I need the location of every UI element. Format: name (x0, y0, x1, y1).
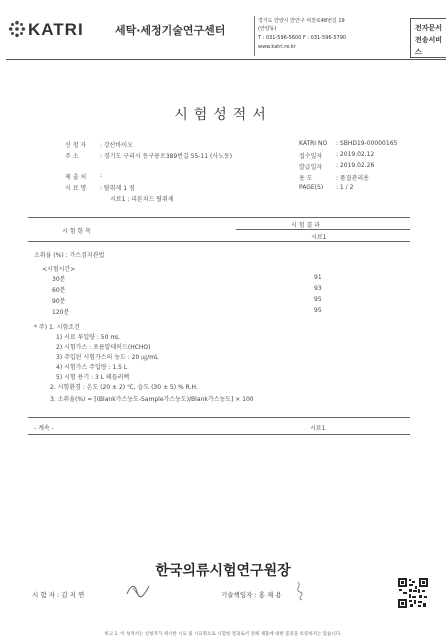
website: www.katri.re.kr (258, 44, 296, 50)
org-name: 세탁·세정기술연구센터 (115, 24, 226, 37)
contact-line: T : 031-596-5600 F : 031-596-5790 (258, 35, 347, 41)
tester-signature (125, 582, 151, 600)
value-row-120: 95 (314, 307, 322, 314)
continue-sample: 시료1 (310, 425, 326, 432)
continue-text: - 계속 - (34, 425, 54, 432)
address-line1: 경기도 안양시 만안구 덕천로48번길 19 (258, 18, 345, 24)
value-row-60: 93 (314, 285, 322, 292)
pages-label: PAGE(S) (299, 184, 324, 191)
footer-note: 비고 1. 이 성적서는 신청자가 제시한 시료 및 시료명으로 시험한 결과로서 전체 제품에 대한 품질을 보증하지는 않습니다. (104, 632, 342, 637)
note-6: 2. 시험환경 : 온도 (20 ± 2) ℃, 습도 (30 ± 5) % R.H. (50, 384, 198, 391)
issuer-name: 한국의류시험연구원장 (155, 563, 291, 579)
approver-line: 기술책임자 : 홍 재 용 (221, 591, 282, 599)
sample1-desc: 시료1 : 피톤치드 탈취제 (110, 196, 174, 203)
received-date-value: : 2019.02.12 (336, 151, 375, 158)
stamp-line1: 전자문서 (415, 24, 443, 32)
test-method: 소취율 (%) : 가스검지관법 (34, 252, 105, 259)
submit-to-label: 제 출 처 (65, 174, 87, 181)
purpose-value: : 품질관리용 (336, 175, 369, 182)
note-7: 3. 소취율(%) = [(Blank가스농도-Sample가스농도)/Blank가스농도] × 100 (50, 396, 254, 403)
note-3: 3) 주입된 시험가스의 농도 : 20 ㎍/mL (56, 354, 159, 361)
value-row-30: 91 (314, 274, 322, 281)
header-rule (6, 59, 446, 60)
katri-logo (8, 20, 84, 40)
qr-code-icon (398, 578, 428, 608)
tester-line: 시 험 자 : 김 지 연 (32, 591, 85, 599)
pages-value: : 1 / 2 (336, 184, 354, 191)
col-sample1: 시료1 (311, 234, 327, 241)
logo-text: KATRI (28, 20, 84, 39)
note-1: 1) 시료 투입량 : 50 mL (56, 334, 120, 341)
note-2: 2) 시험가스 : 포름알데히드(HCHO) (56, 344, 151, 351)
note-4: 4) 시험가스 주입량 : 1.5 L (56, 364, 128, 371)
katri-no-label: KATRI NO (299, 140, 328, 147)
katri-no-value: : SBHD19-00000165 (336, 140, 398, 147)
table-header-bottom-rule (28, 241, 410, 242)
col-test-result: 시 험 결 과 (291, 222, 320, 229)
issued-date-value: : 2019.02.26 (336, 162, 375, 169)
stamp-line2: 전송서비스 (415, 36, 443, 56)
value-row-90: 95 (314, 296, 322, 303)
approver-signature (290, 580, 308, 602)
header-divider (254, 16, 255, 56)
address-value: : 경기도 구리시 동구릉로389번길 55-11 (사노동) (100, 153, 233, 160)
test-time-header: <시험시간> (42, 266, 76, 273)
applicant-value: : 강산바이오 (100, 142, 133, 149)
received-date-label: 접수일자 (299, 153, 323, 160)
time-row-90: 90분 (52, 298, 66, 305)
time-row-60: 60분 (52, 287, 66, 294)
note-5: 5) 시험 용기 : 3 L 테들러백 (56, 374, 130, 381)
issued-date-label: 발급일자 (299, 164, 323, 171)
time-row-120: 120분 (52, 309, 70, 316)
applicant-label: 신 청 자 (65, 142, 87, 149)
katri-star-icon (8, 20, 26, 38)
purpose-label: 용 도 (299, 175, 313, 182)
continue-top-rule (28, 417, 410, 418)
submit-to-value: : (100, 172, 103, 179)
time-row-30: 30분 (52, 276, 66, 283)
note-0: * 주) 1. 시험조건 (34, 324, 80, 331)
address-line2: (안양동) (258, 26, 277, 32)
address-label: 주 소 (65, 153, 79, 160)
table-top-rule (28, 217, 410, 218)
sample-name-label: 시 료 명 (65, 185, 87, 192)
e-document-stamp (410, 18, 446, 58)
table-mid-rule (236, 229, 410, 230)
sample-name-value: : 탈취제 1 점 (100, 185, 135, 192)
page-title: 시험성적서 (174, 107, 272, 123)
col-test-item: 시 험 항 목 (62, 228, 91, 235)
continue-bottom-rule (28, 434, 410, 435)
